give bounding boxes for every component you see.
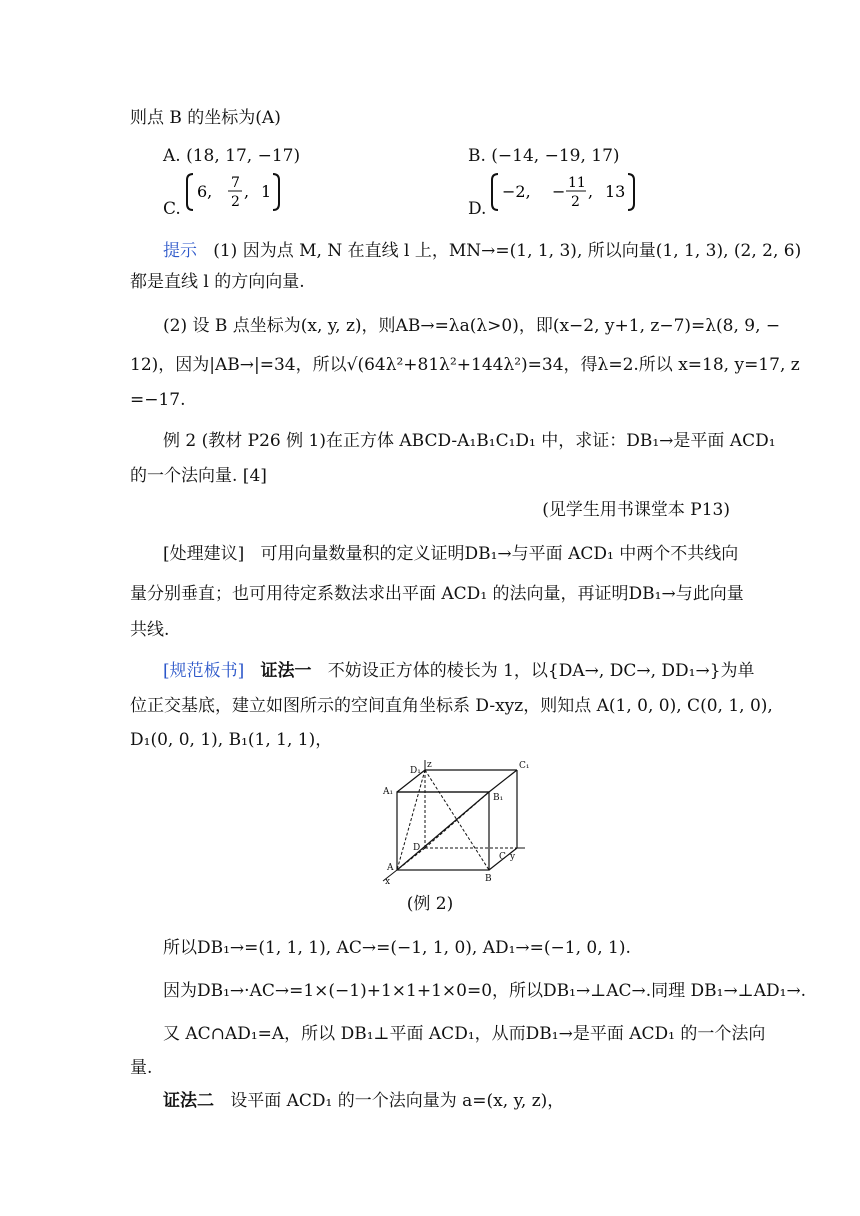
suggestion-line-1 [163, 538, 763, 570]
label-b1: B₁ [493, 793, 504, 803]
label-b: B [485, 874, 492, 884]
hint-line-1 [163, 235, 802, 267]
hint-tag: 提示 [163, 241, 197, 261]
example-2-line-1: 例 2 (教材 P26 例 1)在正方体 ABCD-A₁B₁C₁D₁ 中，求证：DB₁→是平面 ACD₁ [163, 431, 776, 451]
svg-text:11: 11 [568, 175, 586, 191]
example-2-line-2: 的一个法向量. [4] [130, 466, 267, 486]
proof-1-tag: 证法一 [260, 661, 312, 681]
proof-2-tag: 证法二 [163, 1091, 214, 1111]
proof-1-text-1: 不妨设正方体的棱长为 1，以{DA→, DC→, DD₁→}为单 [327, 661, 755, 681]
suggestion-line-2: 量分别垂直；也可用待定系数法求出平面 ACD₁ 的法向量，再证明DB₁→与此向量 [130, 584, 744, 604]
proof-1-line-3: D₁(0, 0, 1), B₁(1, 1, 1)， [130, 730, 333, 750]
svg-text:1: 1 [261, 182, 272, 201]
option-c-label: C. [163, 199, 181, 219]
svg-text:2: 2 [571, 194, 580, 210]
option-b: B. (−14, −19, 17) [468, 146, 620, 166]
proof-line-conclusion-1: 又 AC∩AD₁=A，所以 DB₁⊥平面 ACD₁，从而DB₁→是平面 ACD₁ 的一个法向 [163, 1024, 766, 1044]
hint-line-4: 12)，因为|AB→|=34，所以√(64λ²+81λ²+144λ²)=34，得λ=2.所以 x=18, y=17, z [130, 355, 800, 375]
label-x: x [385, 877, 391, 887]
suggestion-text-1: 可用向量数量积的定义证明DB₁→与平面 ACD₁ 中两个不共线向 [260, 544, 739, 564]
svg-text:−2,: −2, [502, 182, 531, 201]
label-z: z [427, 760, 432, 770]
option-c-vector [185, 170, 285, 215]
svg-text:,: , [588, 182, 594, 201]
option-d-vector [490, 170, 640, 215]
proof-line-dot-product: 因为DB₁→·AC→=1×(−1)+1×1+1×0=0，所以DB₁→⊥AC→.同理 DB₁→⊥AD₁→. [163, 981, 807, 1001]
svg-text:7: 7 [231, 175, 240, 191]
hint-line-2: 都是直线 l 的方向向量. [130, 272, 305, 292]
proof-2-text: 设平面 ACD₁ 的一个法向量为 a=(x, y, z)， [230, 1091, 565, 1111]
cube-figure [375, 760, 530, 887]
reference-note: (见学生用书课堂本 P13) [542, 500, 730, 520]
hint-line-3: (2) 设 B 点坐标为(x, y, z)，则AB→=λa(λ>0)，即(x−2, y+1, z−7)=λ(8, 9, − [163, 316, 781, 336]
proof-line-vectors: 所以DB₁→=(1, 1, 1), AC→=(−1, 1, 0), AD₁→=(−1, 0, 1). [163, 938, 631, 958]
svg-text:6,: 6, [197, 182, 213, 201]
option-a: A. (18, 17, −17) [163, 146, 301, 166]
svg-text:13: 13 [605, 182, 626, 201]
suggestion-line-3: 共线. [130, 620, 170, 640]
label-y: y [510, 852, 516, 862]
label-a: A [387, 863, 394, 873]
label-a1: A₁ [383, 787, 394, 797]
hint-line-5: =−17. [130, 390, 186, 410]
hint-text-1: (1) 因为点 M, N 在直线 l 上，MN→=(1, 1, 3), 所以向量(1, 1, 3), (2, 2, 6) [213, 241, 802, 261]
proof-1-line-1 [163, 655, 763, 687]
label-c: C [499, 852, 506, 862]
svg-text:2: 2 [231, 194, 240, 210]
proof-2-line-1 [163, 1085, 763, 1117]
figure-caption: (例 2) [406, 894, 454, 914]
label-d: D [413, 843, 421, 853]
proof-line-conclusion-2: 量. [130, 1058, 153, 1078]
standard-tag: [规范板书] [163, 661, 245, 681]
option-d-label: D. [468, 199, 487, 219]
label-d1: D₁ [410, 766, 421, 776]
label-c1: C₁ [519, 761, 530, 771]
svg-text:−: − [552, 182, 566, 201]
svg-text:,: , [244, 182, 250, 201]
suggestion-tag: [处理建议] [163, 544, 245, 564]
question-stem: 则点 B 的坐标为(A) [130, 108, 281, 128]
proof-1-line-2: 位正交基底，建立如图所示的空间直角坐标系 D-xyz，则知点 A(1, 0, 0), C(0, 1, 0), [130, 696, 773, 716]
